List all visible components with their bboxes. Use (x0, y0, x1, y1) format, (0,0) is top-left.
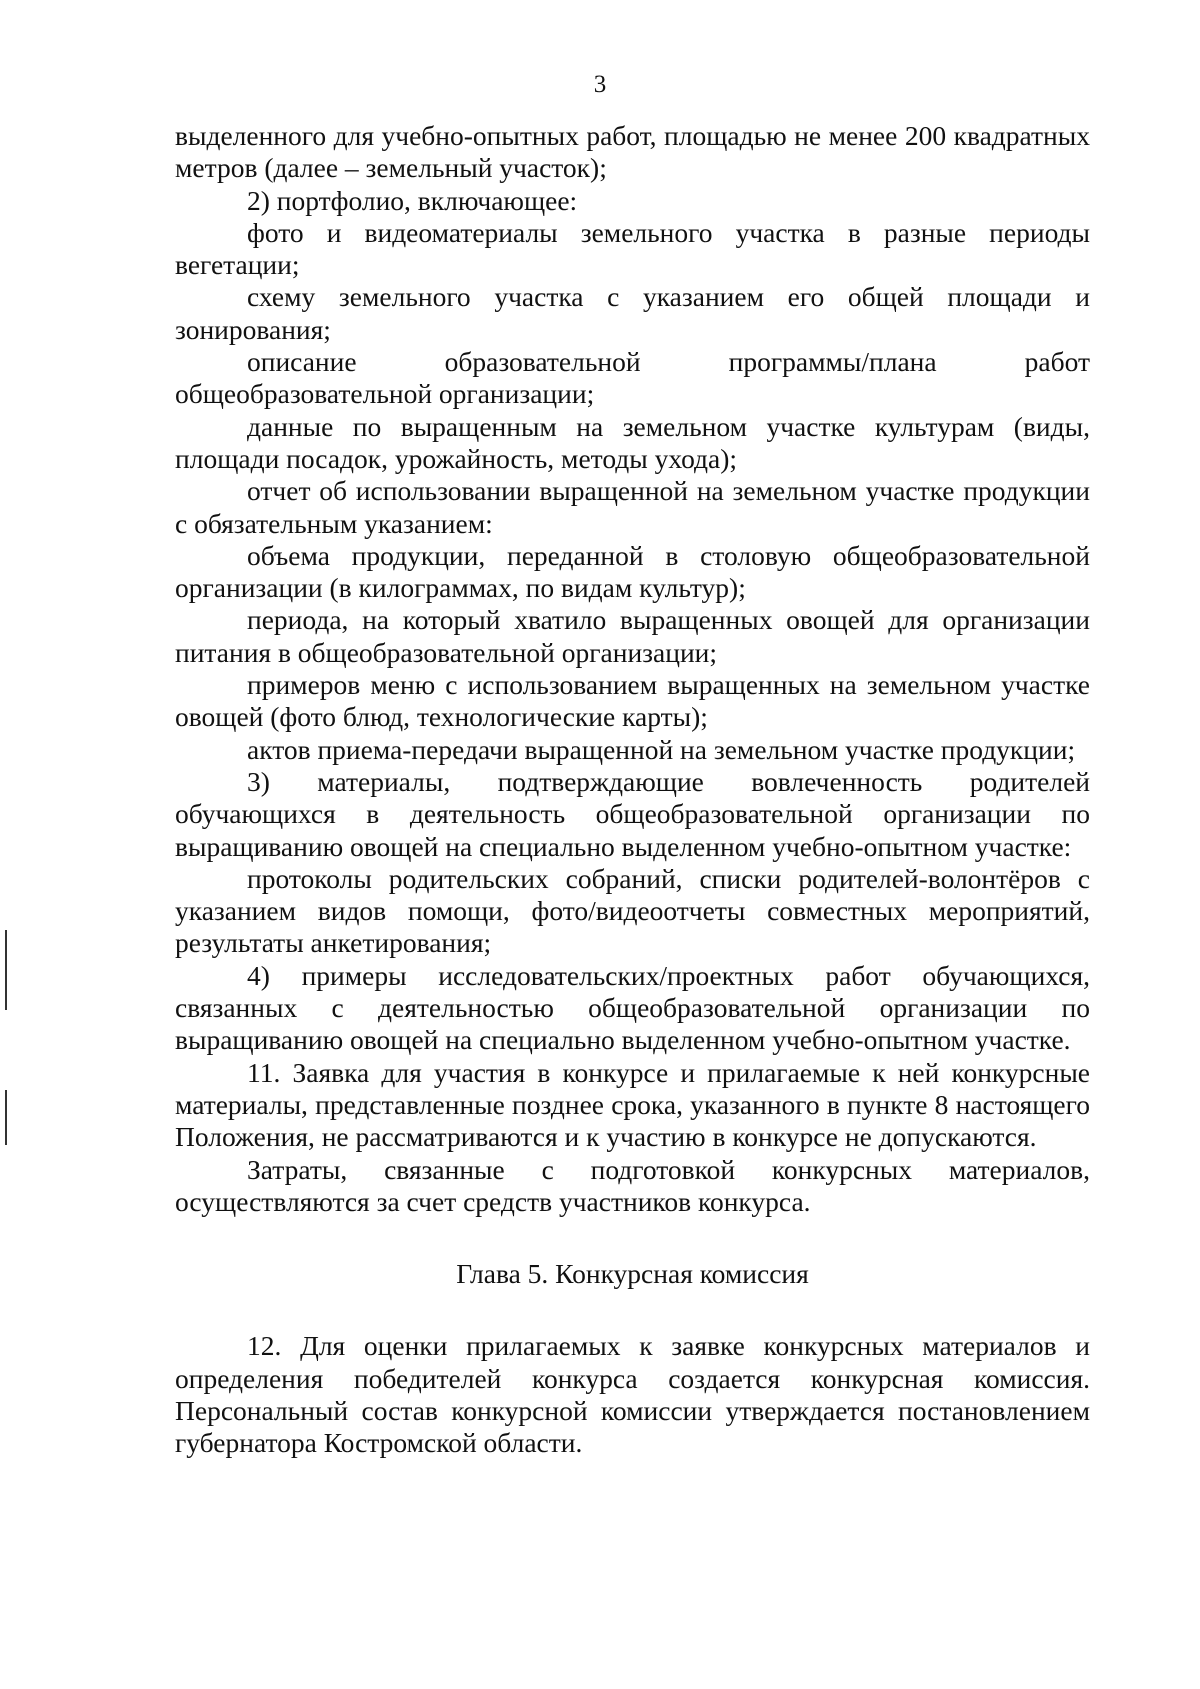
page-number: 3 (593, 71, 607, 98)
scan-edge-mark-upper (5, 930, 7, 1010)
paragraph-plot-scheme: схему земельного участка с указанием его общей площади и зонирования; (175, 281, 1090, 345)
paragraph-program-description: описание образовательной программы/плана работ общеобразовательной организации; (175, 346, 1090, 410)
paragraph-land-plot-continuation: выделенного для учебно-опытных работ, площадью не менее 200 квадратных метров (далее – земельный участок); (175, 120, 1090, 184)
paragraph-product-volume: объема продукции, переданной в столовую общеобразовательной организации (в килограммах, по видам культур); (175, 539, 1090, 604)
paragraph-item-11: 11. Заявка для участия в конкурсе и прилагаемые к ней конкурсные материалы, представленные позднее срока, указанного в пункте 8 настоящего Положения, не рассматриваются и к участию в конкурсе не допускаются. (175, 1056, 1090, 1153)
paragraph-parent-meetings: протоколы родительских собраний, списки родителей-волонтёров с указанием видов помощи, фото/видеоотчеты совместных мероприятий, результаты анкетирования; (175, 862, 1090, 959)
paragraph-item-12: 12. Для оценки прилагаемых к заявке конкурсных материалов и определения победителей конкурса создается конкурсная комиссия. Персональный состав конкурсной комиссии утверждается постановлением губернатора Костромской области. (175, 1330, 1090, 1459)
paragraph-costs: Затраты, связанные с подготовкой конкурсных материалов, осуществляются за счет средств участников конкурса. (175, 1153, 1090, 1217)
chapter-title: Глава 5. Конкурсная комиссия (456, 1258, 809, 1290)
paragraph-portfolio: 2) портфолио, включающее: (247, 184, 578, 216)
paragraph-research-projects: 4) примеры исследовательских/проектных работ обучающихся, связанных с деятельностью общеобразовательной организации по выращиванию овощей на специально выделенном учебно-опытном участке. (175, 959, 1090, 1056)
paragraph-transfer-acts: актов приема-передачи выращенной на земельном участке продукции; (247, 733, 1076, 765)
paragraph-photo-video: фото и видеоматериалы земельного участка в разные периоды вегетации; (175, 216, 1090, 281)
scan-edge-mark-lower (5, 1090, 7, 1145)
paragraph-parent-involvement: 3) материалы, подтверждающие вовлеченность родителей обучающихся в деятельность общеобразовательной организации по выращиванию овощей на специально выделенном учебно-опытном участке: (175, 765, 1090, 862)
paragraph-supply-period: периода, на который хватило выращенных овощей для организации питания в общеобразовательной организации; (175, 604, 1090, 668)
paragraph-usage-report: отчет об использовании выращенной на земельном участке продукции с обязательным указанием: (175, 475, 1090, 539)
document-body (175, 120, 1090, 1460)
paragraph-menu-examples: примеров меню с использованием выращенных на земельном участке овощей (фото блюд, технологические карты); (175, 669, 1090, 733)
paragraph-crop-data: данные по выращенным на земельном участке культурам (виды, площади посадок, урожайность, методы ухода); (175, 410, 1090, 474)
